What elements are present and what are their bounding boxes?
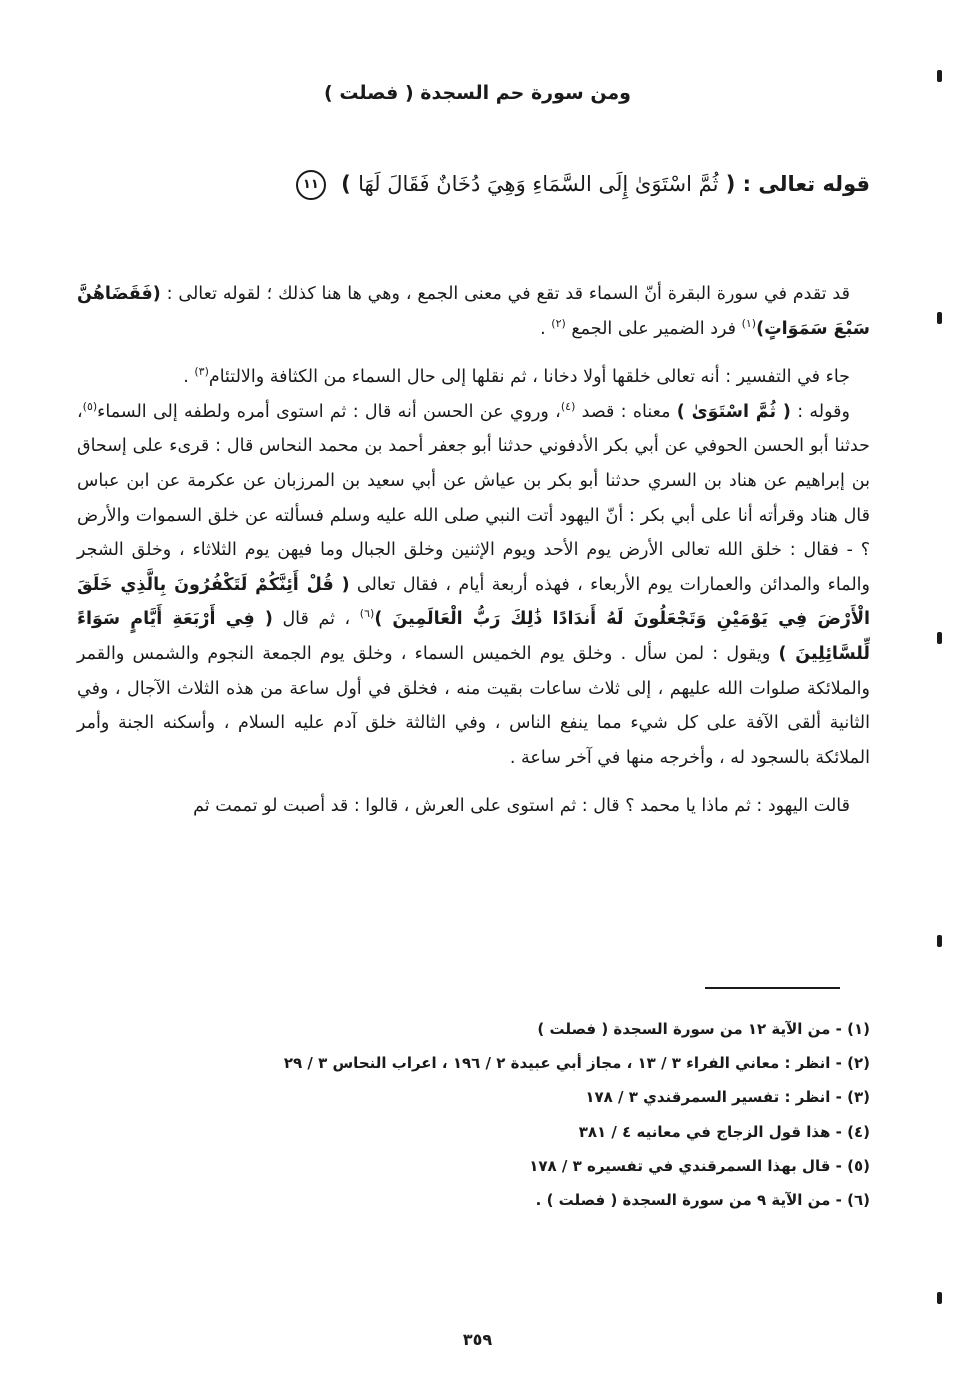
p3-text-d: ، حدثنا أبو الحسن الحوفي عن أبي بكر الأدفوني حدثنا أبو جعفر أحمد بن محمد النحاس قال : قرىء على إسحاق بن إبراهيم عن هناد بن السري حدثنا أبو بكر بن عياش عن أبي سعيد بن المرزبان عن عكرمة عن ابن عباس قال هناد وقرأته أنا على أبي بكر : أنّ اليهود أتت النبي صلى الله عليه وسلم فسألته عن خلق السموات والأرض ؟ - فقال : خلق الله تعالى الأرض يوم الأحد ويوم الإثنين وخلق الجبال وما فيهن يوم الثلاثاء ، وخلق الشجر والماء والمدائن والعمارات يوم الأربعاء ، فهذه أربعة أيام ، فقال تعالى xyxy=(77,401,870,595)
p3-text-f: ويقول : لمن سأل . وخلق يوم الخميس السماء ، وخلق يوم الجمعة النجوم والشمس والقمر والملائكة صلوات الله عليهم ، إلى ثلاث ساعات بقيت منه ، فخلق في أول ساعة من هذه الثلاث الآجال ، وفي الثانية ألقى الآفة على كل شيء مما ينفع الناس ، وفي الثالثة خلق آدم عليه السلام ، وأسكنه الجنة وأمر الملائكة بالسجود له ، وأخرجه منها في آخر ساعة . xyxy=(77,643,870,768)
footnote-ref-1: (١) xyxy=(741,316,757,330)
verse-close: ) xyxy=(341,172,351,196)
footnote-ref-3: (٣) xyxy=(194,365,209,379)
binding-hole-mark xyxy=(937,632,942,644)
binding-hole-mark xyxy=(937,70,942,82)
p1-text-a: قد تقدم في سورة البقرة أنّ السماء قد تقع في معنى الجمع ، وهي ها هنا كذلك ؛ لقوله تعالى : xyxy=(166,284,850,304)
footnote-2: (٢) - انظر : معاني الفراء ٣ / ١٣ ، مجاز أبي عبيدة ٢ / ١٩٦ ، اعراب النحاس ٣ / ٢٩ xyxy=(283,1054,870,1073)
p2-text-b: . xyxy=(183,367,195,388)
verse-heading xyxy=(70,170,870,200)
p3-text-a: وقوله : xyxy=(790,401,850,422)
footnote-3: (٣) - انظر : تفسير السمرقندي ٣ / ١٧٨ xyxy=(585,1088,870,1107)
paragraph-3 xyxy=(77,395,870,776)
p1-text-b: فرد الضمير على الجمع xyxy=(565,318,742,339)
paragraph-1 xyxy=(77,277,870,346)
p3-quran-quote-2: ( قُلْ أَئِنَّكُمْ لَتَكْفُرُونَ بِالَّذِي خَلَقَ الْأَرْضَ فِي يَوْمَيْنِ وَتَجْعَلُونَ لَهُ أَندَادًا ذَٰلِكَ رَبُّ الْعَالَمِينَ ) xyxy=(77,574,870,630)
verse-text: ثُمَّ اسْتَوَىٰ إِلَى السَّمَاءِ وَهِيَ دُخَانٌ فَقَالَ لَهَا xyxy=(358,172,719,196)
paragraph-2 xyxy=(77,360,870,395)
p1-quran-quote: (فَقَضَاهُنَّ سَبْعَ سَمَوَاتٍ) xyxy=(77,284,870,339)
binding-hole-mark xyxy=(937,1292,942,1304)
ayah-number-badge: ١١ xyxy=(296,170,326,200)
p3-text-e: ، ثم قال xyxy=(272,609,360,630)
footnote-1: (١) - من الآية ١٢ من سورة السجدة ( فصلت ) xyxy=(537,1020,870,1038)
footnote-separator xyxy=(705,987,840,989)
footnote-ref-2: (٢) xyxy=(551,316,566,330)
commentary-body xyxy=(77,277,870,824)
verse-intro: قوله تعالى : ( xyxy=(725,172,870,196)
footnote-4: (٤) - هذا قول الزجاج في معانيه ٤ / ٣٨١ xyxy=(578,1122,870,1141)
footnote-ref-6: (٦) xyxy=(359,607,375,621)
binding-hole-mark xyxy=(937,935,942,947)
p3-text-c: ، وروي عن الحسن أنه قال : ثم استوى أمره ولطفه إلى السماء xyxy=(97,401,561,422)
p1-text-c: . xyxy=(540,318,552,339)
p3-quran-quote-3: ( فِي أَرْبَعَةِ أَيَّامٍ سَوَاءً لِّلسَّائِلِينَ ) xyxy=(77,609,870,664)
p3-text-b: معناه : قصد xyxy=(575,401,677,422)
paragraph-4: قالت اليهود : ثم ماذا يا محمد ؟ قال : ثم استوى على العرش ، قالوا : قد أصبت لو تممت ثم xyxy=(193,796,850,817)
p2-text-a: جاء في التفسير : أنه تعالى خلقها أولا دخانا ، ثم نقلها إلى حال السماء من الكثافة والالتئام xyxy=(208,367,850,388)
page-number: ٣٥٩ xyxy=(462,1330,493,1349)
surah-title: ومن سورة حم السجدة ( فصلت ) xyxy=(324,82,631,104)
p3-quran-quote: ( ثُمَّ اسْتَوَىٰ ) xyxy=(676,401,791,422)
binding-hole-mark xyxy=(937,312,942,324)
footnote-5: (٥) - قال بهذا السمرقندي في تفسيره ٣ / ١٧٨ xyxy=(529,1156,870,1175)
footnote-6: (٦) - من الآية ٩ من سورة السجدة ( فصلت ) . xyxy=(535,1191,870,1210)
footnote-ref-5: (٥) xyxy=(82,399,98,413)
footnotes xyxy=(180,1012,870,1217)
footnote-ref-4: (٤) xyxy=(560,399,576,413)
